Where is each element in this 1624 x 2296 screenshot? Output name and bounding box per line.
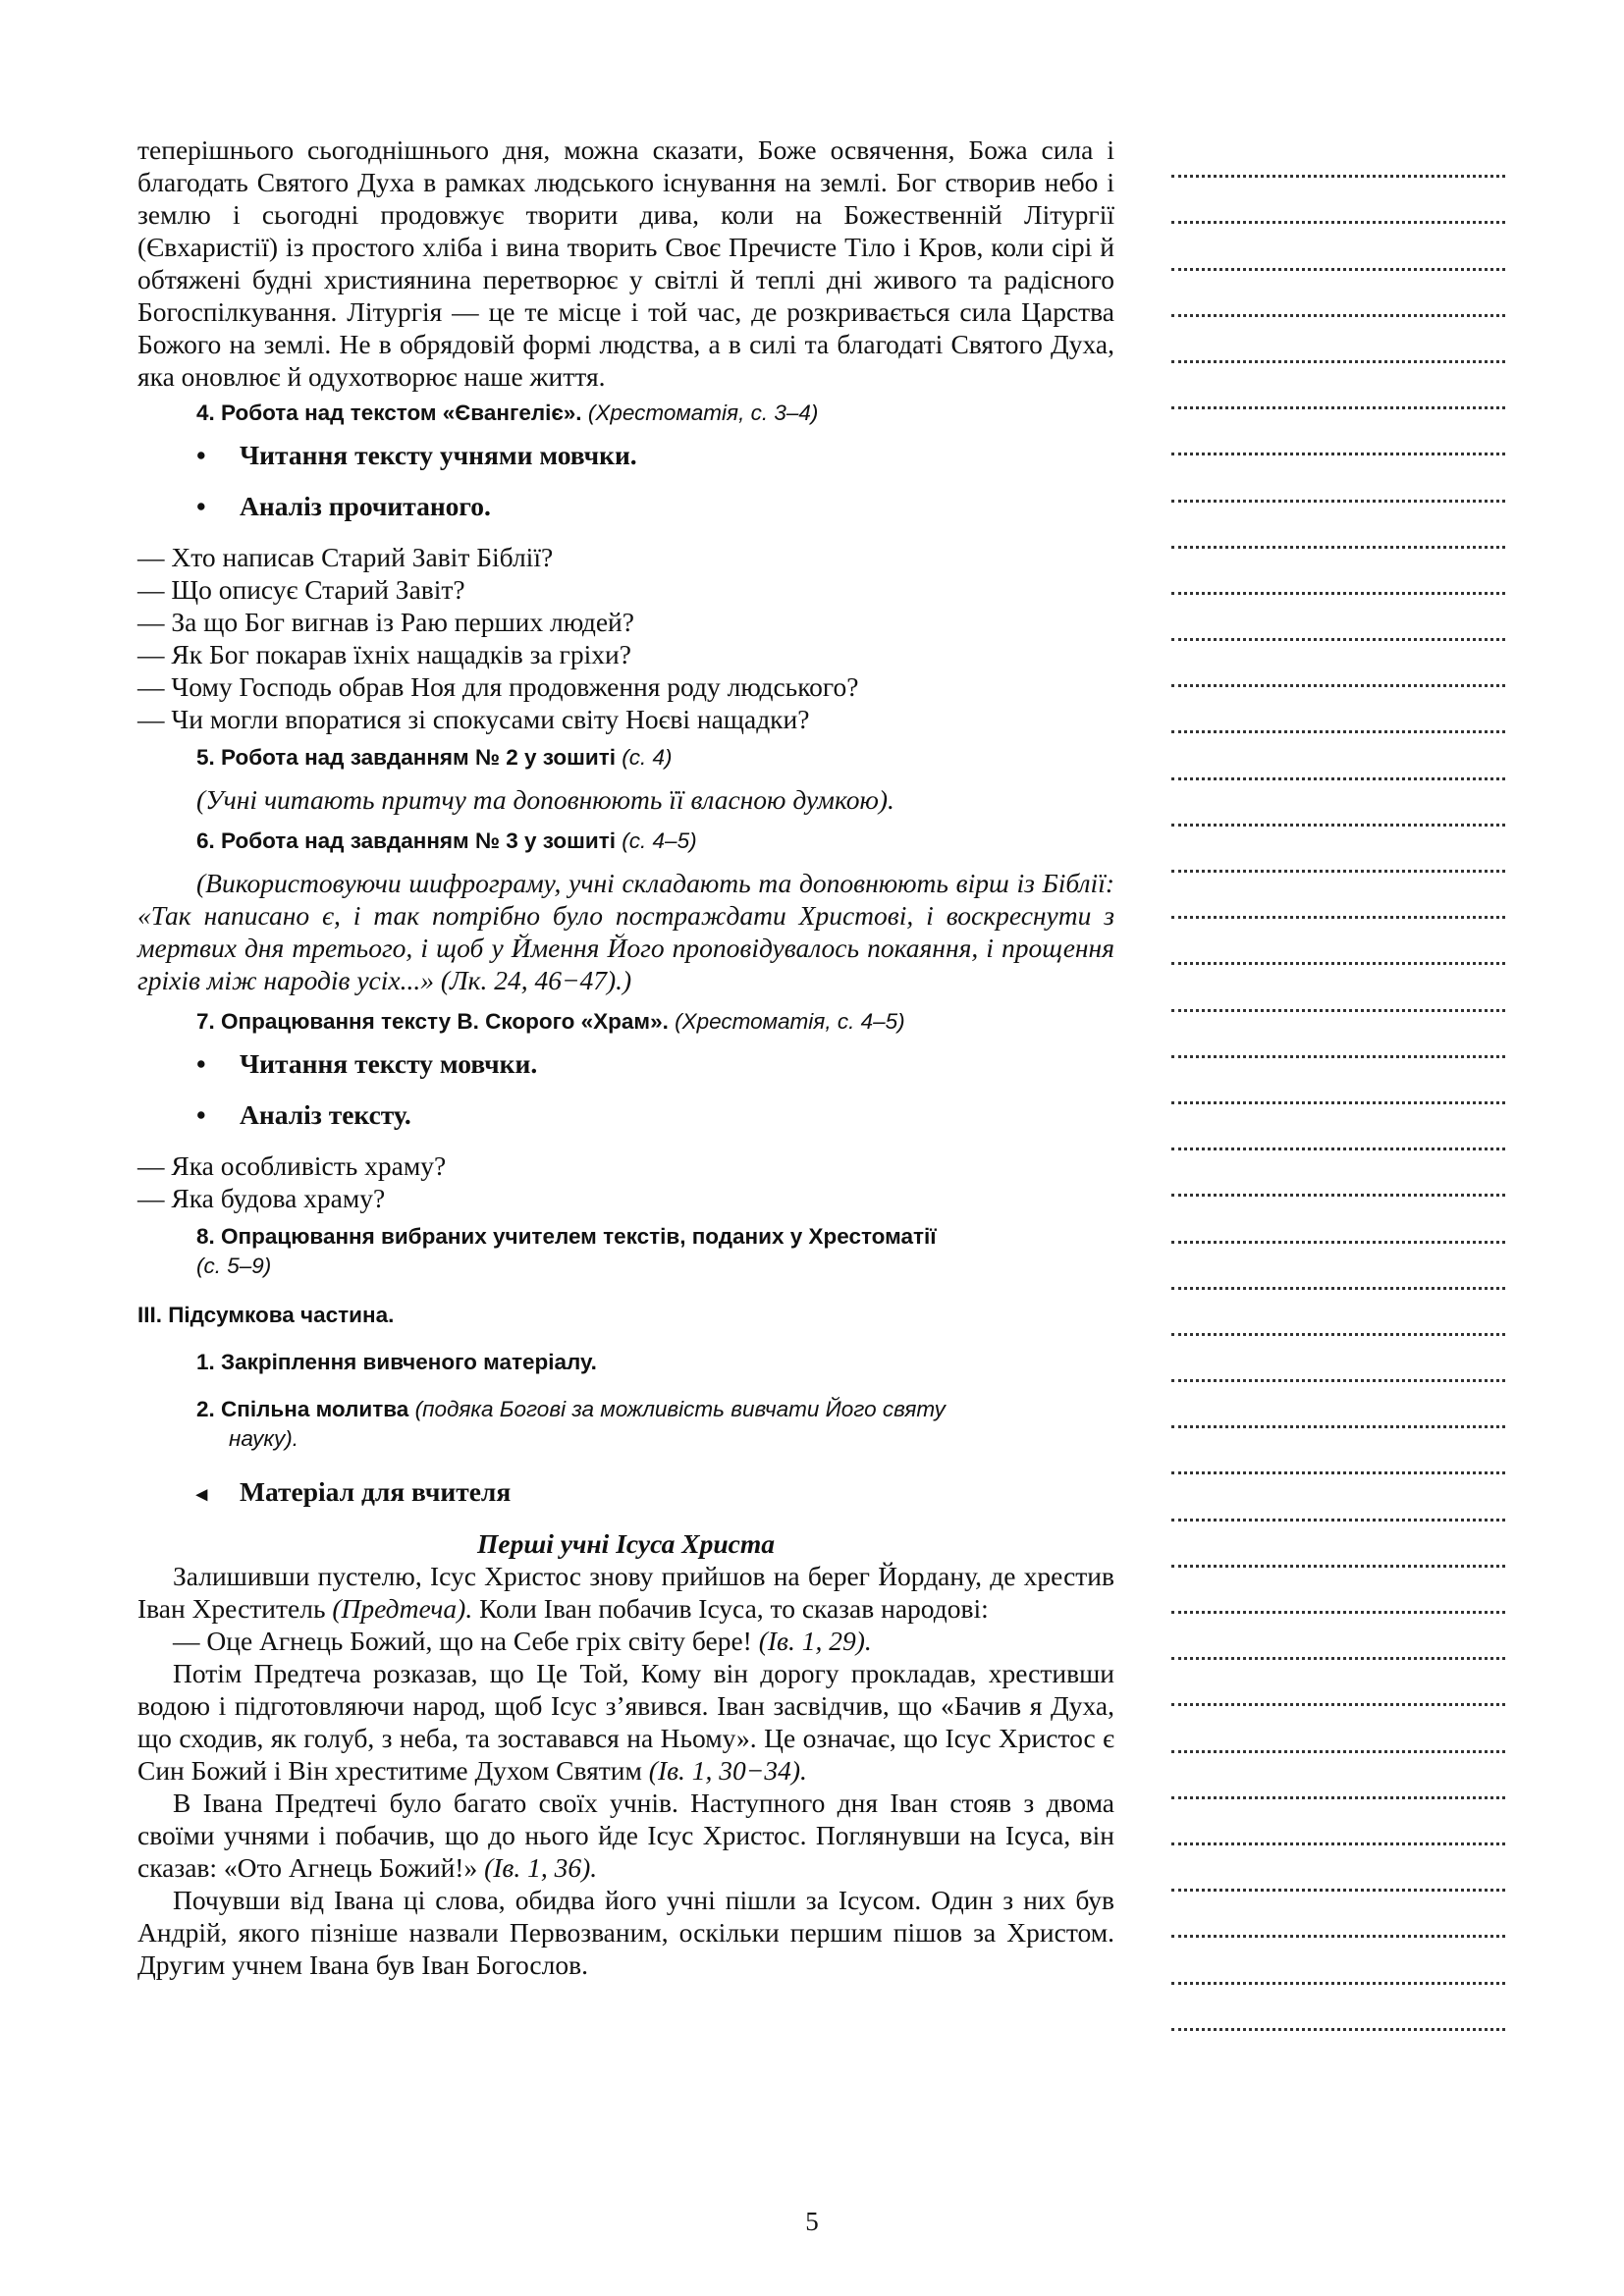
sub-2-note-continued: науку). xyxy=(229,1426,299,1451)
teacher-material-label: Матеріал для вчителя xyxy=(240,1476,512,1507)
bullet-marker: • xyxy=(196,440,206,470)
margin-note-line xyxy=(1171,469,1505,515)
question-item: — Чому Господь обрав Ноя для продовження роду людського? xyxy=(137,671,859,702)
bullet-item xyxy=(196,439,1114,471)
page-number: 5 xyxy=(805,2207,819,2236)
story-reference: (Предтеча). xyxy=(332,1593,473,1624)
item-5-heading xyxy=(196,743,1114,773)
bullet-marker: • xyxy=(196,1099,206,1130)
item-8-ref: (с. 5–9) xyxy=(196,1254,272,1278)
margin-note-line xyxy=(1171,794,1505,840)
margin-note-line xyxy=(1171,516,1505,562)
notes-margin-column xyxy=(1171,145,1505,2045)
margin-note-line xyxy=(1171,1813,1505,1859)
sub-2-heading xyxy=(196,1395,1114,1454)
bullet-item xyxy=(196,1047,1114,1080)
margin-note-line xyxy=(1171,1720,1505,1766)
item-5-note: (Учні читають притчу та доповнюють її власною думкою). xyxy=(196,784,894,815)
margin-note-line xyxy=(1171,1999,1505,2045)
question-item: — Чи могли впоратися зі спокусами світу Ноєві нащадки? xyxy=(137,704,810,734)
story-text: Потім Предтеча розказав, що Це Той, Кому він дорогу прокладав, хрестивши водою і підготовляючи народ, щоб Ісус з’явився. Іван засвідчив, що «Бачив я Духа, що сходив, як голуб, з неба, та зоставався на Ньому». Це означає, що Ісус Христос є Син Божий і Він хреститиме Духом Святим xyxy=(137,1658,1114,1786)
story-paragraph xyxy=(137,1625,1114,1657)
question-item: — Як Бог покарав їхніх нащадків за гріхи? xyxy=(137,639,631,669)
teacher-material-heading xyxy=(196,1475,1114,1510)
story-reference: (Ів. 1, 36). xyxy=(484,1852,598,1883)
bullet-text: Аналіз прочитаного. xyxy=(240,491,491,521)
bullet-marker: • xyxy=(196,1048,206,1079)
question-item: — Яка будова храму? xyxy=(137,1183,386,1213)
margin-note-line xyxy=(1171,1257,1505,1304)
story-text: Коли Іван побачив Ісуса, то сказав народові: xyxy=(472,1593,989,1624)
margin-note-line xyxy=(1171,609,1505,655)
story-reference: (Ів. 1, 29). xyxy=(758,1626,872,1656)
intro-paragraph: теперішнього сьогоднішнього дня, можна сказати, Боже освячення, Божа сила і благодать Святого Духа в рамках людського існування на землі. Бог створив небо і землю і сьогодні продовжує творити дива, коли на Божественній Літургії (Євхаристії) із простого хліба і вина творить Своє Пречисте Тіло і Кров, коли сірі й обтяжені будні християнина перетворює у світлі й теплі дні живого та радісного Богоспілкування. Літургія — це те місце і той час, де розкривається сила Царства Божого на землі. Не в обрядовій формі людства, а в силі та благодаті Святого Духа, яка оновлює й одухотворює наше життя. xyxy=(137,134,1114,392)
triangle-left-icon: ◂ xyxy=(196,1481,208,1506)
margin-note-line xyxy=(1171,1164,1505,1210)
story-text: В Івана Предтечі було багато своїх учнів. Наступного дня Іван стояв з двома своїми учнями і побачив, що до нього йде Ісус Христос. Поглянувши на Ісуса, він сказав: «Ото Агнець Божий!» xyxy=(137,1788,1114,1883)
margin-note-line xyxy=(1171,1535,1505,1581)
question-item: — Хто написав Старий Завіт Біблії? xyxy=(137,542,554,572)
margin-note-line xyxy=(1171,1581,1505,1628)
margin-note-line xyxy=(1171,1488,1505,1534)
margin-note-line xyxy=(1171,1951,1505,1998)
margin-note-line xyxy=(1171,191,1505,238)
item-4-ref: (Хрестоматія, с. 3–4) xyxy=(587,400,819,425)
story-paragraph xyxy=(137,1560,1114,1625)
margin-note-line xyxy=(1171,1767,1505,1813)
margin-note-line xyxy=(1171,1628,1505,1674)
margin-note-line xyxy=(1171,1350,1505,1396)
margin-note-line xyxy=(1171,1026,1505,1072)
item-8-heading xyxy=(196,1222,1114,1281)
margin-note-line xyxy=(1171,145,1505,191)
margin-note-line xyxy=(1171,423,1505,469)
story-paragraph xyxy=(137,1787,1114,1884)
margin-note-line xyxy=(1171,562,1505,609)
item-4-heading xyxy=(196,399,1114,428)
story-text: Залишивши пустелю, Ісус Христос знову прийшов на берег Йордану, де хрестив Іван Хреститель xyxy=(137,1561,1114,1624)
section-3-heading: ІІІ. Підсумкова частина. xyxy=(137,1303,395,1327)
margin-note-line xyxy=(1171,886,1505,933)
margin-note-line xyxy=(1171,1674,1505,1720)
story-reference: (Ів. 1, 30−34). xyxy=(648,1755,807,1786)
item-6-label: 6. Робота над завданням № 3 у зошиті xyxy=(196,828,617,853)
bullet-item xyxy=(196,1098,1114,1131)
margin-note-line xyxy=(1171,1396,1505,1442)
margin-note-line xyxy=(1171,1072,1505,1118)
item-6-ref: (с. 4–5) xyxy=(622,828,697,853)
margin-note-line xyxy=(1171,238,1505,284)
item-6-note: (Використовуючи шифрограму, учні складають та доповнюють вірш із Біблії: «Так написано є, і так потрібно було постраждати Христові, і воскреснути з мертвих дня третього, і щоб у Ймення Його проповідувалось покаяння, і прощення гріхів між народів усіх...» (Лк. 24, 46−47).) xyxy=(137,868,1114,995)
item-8-label: 8. Опрацювання вибраних учителем текстів, поданих у Хрестоматії xyxy=(196,1224,937,1249)
margin-note-line xyxy=(1171,840,1505,886)
margin-note-line xyxy=(1171,701,1505,747)
margin-note-line xyxy=(1171,1118,1505,1164)
margin-note-line xyxy=(1171,1442,1505,1488)
item-4-label: 4. Робота над текстом «Євангеліє». xyxy=(196,400,582,425)
story-title: Перші учні Ісуса Христа xyxy=(477,1528,775,1559)
sub-1-heading: 1. Закріплення вивченого матеріалу. xyxy=(196,1350,597,1374)
item-5-label: 5. Робота над завданням № 2 у зошиті xyxy=(196,745,617,770)
margin-note-line xyxy=(1171,655,1505,701)
story-paragraph xyxy=(137,1657,1114,1787)
item-6-heading xyxy=(196,827,1114,856)
margin-note-line xyxy=(1171,285,1505,331)
margin-note-line xyxy=(1171,377,1505,423)
margin-note-line xyxy=(1171,933,1505,979)
bullet-marker: • xyxy=(196,491,206,521)
margin-note-line xyxy=(1171,331,1505,377)
sub-2-label: 2. Спільна молитва xyxy=(196,1397,409,1421)
question-item: — За що Бог вигнав із Раю перших людей? xyxy=(137,607,634,637)
question-list-b xyxy=(137,1149,1114,1214)
margin-note-line xyxy=(1171,979,1505,1025)
story-text: — Оце Агнець Божий, що на Себе гріх світу бере! xyxy=(173,1626,759,1656)
item-7-label: 7. Опрацювання тексту В. Скорого «Храм». xyxy=(196,1009,669,1034)
margin-note-line xyxy=(1171,1210,1505,1256)
margin-note-line xyxy=(1171,1859,1505,1905)
item-7-ref: (Хрестоматія, с. 4–5) xyxy=(675,1009,905,1034)
item-5-ref: (с. 4) xyxy=(622,745,673,770)
main-text-column xyxy=(137,133,1114,1981)
item-7-heading xyxy=(196,1007,1114,1037)
margin-note-line xyxy=(1171,747,1505,793)
sub-2-note: (подяка Богові за можливість вивчати Його святу xyxy=(414,1397,946,1421)
bullet-text: Читання тексту мовчки. xyxy=(240,1048,538,1079)
bullet-item xyxy=(196,490,1114,522)
margin-note-line xyxy=(1171,1304,1505,1350)
question-item: — Що описує Старий Завіт? xyxy=(137,574,465,605)
bullet-text: Аналіз тексту. xyxy=(240,1099,411,1130)
question-item: — Яка особливість храму? xyxy=(137,1150,447,1181)
story-paragraph: Почувши від Івана ці слова, обидва його учні пішли за Ісусом. Один з них був Андрій, якого пізніше назвали Первозваним, оскільки першим пішов за Христом. Другим учнем Івана був Іван Богослов. xyxy=(137,1885,1114,1980)
margin-note-line xyxy=(1171,1905,1505,1951)
question-list-a xyxy=(137,541,1114,735)
bullet-text: Читання тексту учнями мовчки. xyxy=(240,440,637,470)
